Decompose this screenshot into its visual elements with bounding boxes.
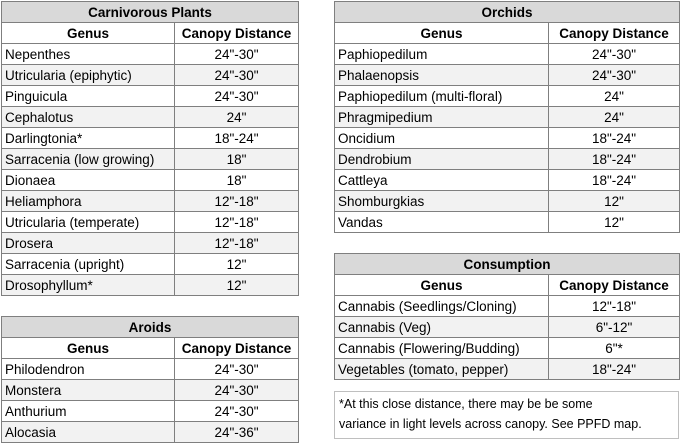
canopy-distance-cell: 24"-30": [175, 44, 299, 65]
table-row: [2, 275, 299, 296]
carnivorous-table-body: [2, 2, 299, 296]
genus-header: Genus: [2, 338, 175, 359]
genus-cell: Sarracenia (low growing): [2, 149, 175, 170]
genus-cell: Cephalotus: [2, 107, 175, 128]
canopy-distance-cell: 12": [549, 191, 680, 212]
aroids-title: Aroids: [2, 317, 299, 338]
canopy-distance-cell: 18"-24": [175, 128, 299, 149]
table-row: [2, 65, 299, 86]
table-row: [2, 107, 299, 128]
table-row: [2, 149, 299, 170]
consumption-title: Consumption: [335, 254, 680, 275]
genus-cell: Cannabis (Flowering/Budding): [335, 338, 549, 359]
canopy-distance-cell: 18"-24": [549, 128, 680, 149]
canopy-distance-header: Canopy Distance: [549, 23, 680, 44]
canopy-distance-cell: 6"*: [549, 338, 680, 359]
genus-cell: Paphiopedilum: [335, 44, 549, 65]
genus-cell: Monstera: [2, 380, 175, 401]
genus-cell: Utricularia (temperate): [2, 212, 175, 233]
canopy-distance-cell: 12"-18": [549, 296, 680, 317]
genus-cell: Vegetables (tomato, pepper): [335, 359, 549, 380]
canopy-distance-header: Canopy Distance: [175, 338, 299, 359]
canopy-distance-cell: 24": [175, 107, 299, 128]
genus-cell: Dendrobium: [335, 149, 549, 170]
canopy-distance-cell: 12"-18": [175, 233, 299, 254]
table-row: [2, 191, 299, 212]
footnote-line-2: variance in light levels across canopy. See PPFD map.: [339, 417, 642, 431]
consumption-table: [334, 253, 680, 380]
aroids-table-body: [2, 317, 299, 443]
table-row: [2, 401, 299, 422]
table-row: [335, 128, 680, 149]
genus-cell: Nepenthes: [2, 44, 175, 65]
table-row: [335, 338, 680, 359]
genus-cell: Philodendron: [2, 359, 175, 380]
canopy-distance-cell: 24"-30": [549, 44, 680, 65]
consumption-table-body: [335, 254, 680, 380]
table-row: [2, 254, 299, 275]
canopy-distance-cell: 18"-24": [549, 149, 680, 170]
genus-cell: Oncidium: [335, 128, 549, 149]
table-row: [335, 212, 680, 233]
canopy-distance-cell: 24"-30": [549, 65, 680, 86]
table-row: [2, 170, 299, 191]
table-row: [2, 44, 299, 65]
genus-cell: Dionaea: [2, 170, 175, 191]
canopy-distance-cell: 18": [175, 149, 299, 170]
genus-cell: Vandas: [335, 212, 549, 233]
table-row: [2, 359, 299, 380]
canopy-distance-cell: 6"-12": [549, 317, 680, 338]
table-row: [335, 191, 680, 212]
canopy-distance-cell: 24": [549, 107, 680, 128]
orchids-table: [334, 1, 680, 233]
genus-cell: Sarracenia (upright): [2, 254, 175, 275]
genus-cell: Phalaenopsis: [335, 65, 549, 86]
table-row: [335, 44, 680, 65]
table-row: [2, 212, 299, 233]
table-row: [335, 296, 680, 317]
canopy-distance-cell: 24"-30": [175, 86, 299, 107]
genus-cell: Paphiopedilum (multi-floral): [335, 86, 549, 107]
genus-header: Genus: [335, 23, 549, 44]
table-row: [335, 107, 680, 128]
table-row: [2, 422, 299, 443]
table-row: [335, 170, 680, 191]
genus-header: Genus: [335, 275, 549, 296]
canopy-distance-header: Canopy Distance: [175, 23, 299, 44]
genus-cell: Utricularia (epiphytic): [2, 65, 175, 86]
canopy-distance-cell: 18"-24": [549, 170, 680, 191]
genus-cell: Shomburgkias: [335, 191, 549, 212]
canopy-distance-cell: 12": [549, 212, 680, 233]
genus-cell: Anthurium: [2, 401, 175, 422]
canopy-distance-cell: 24"-30": [175, 380, 299, 401]
genus-header: Genus: [2, 23, 175, 44]
genus-cell: Alocasia: [2, 422, 175, 443]
aroids-table: [1, 316, 299, 443]
canopy-distance-cell: 24"-30": [175, 401, 299, 422]
carnivorous-title: Carnivorous Plants: [2, 2, 299, 23]
canopy-distance-cell: 12": [175, 275, 299, 296]
canopy-distance-cell: 24"-36": [175, 422, 299, 443]
genus-cell: Darlingtonia*: [2, 128, 175, 149]
table-row: [2, 128, 299, 149]
canopy-distance-cell: 24": [549, 86, 680, 107]
table-row: [335, 317, 680, 338]
orchids-table-body: [335, 2, 680, 233]
canopy-distance-cell: 24"-30": [175, 65, 299, 86]
genus-cell: Drosophyllum*: [2, 275, 175, 296]
table-row: [2, 86, 299, 107]
table-row: [335, 149, 680, 170]
genus-cell: Heliamphora: [2, 191, 175, 212]
table-row: [2, 233, 299, 254]
table-row: [335, 86, 680, 107]
orchids-title: Orchids: [335, 2, 680, 23]
carnivorous-table: [1, 1, 299, 296]
genus-cell: Cannabis (Seedlings/Cloning): [335, 296, 549, 317]
canopy-distance-cell: 24"-30": [175, 359, 299, 380]
genus-cell: Cannabis (Veg): [335, 317, 549, 338]
canopy-distance-cell: 18": [175, 170, 299, 191]
footnote: [334, 391, 679, 439]
canopy-distance-cell: 12"-18": [175, 212, 299, 233]
table-row: [335, 359, 680, 380]
genus-cell: Cattleya: [335, 170, 549, 191]
canopy-distance-cell: 12": [175, 254, 299, 275]
canopy-distance-cell: 18"-24": [549, 359, 680, 380]
canopy-distance-cell: 12"-18": [175, 191, 299, 212]
table-row: [2, 380, 299, 401]
canopy-distance-header: Canopy Distance: [549, 275, 680, 296]
table-row: [335, 65, 680, 86]
footnote-line-1: *At this close distance, there may be be some: [339, 397, 593, 411]
genus-cell: Pinguicula: [2, 86, 175, 107]
genus-cell: Phragmipedium: [335, 107, 549, 128]
genus-cell: Drosera: [2, 233, 175, 254]
